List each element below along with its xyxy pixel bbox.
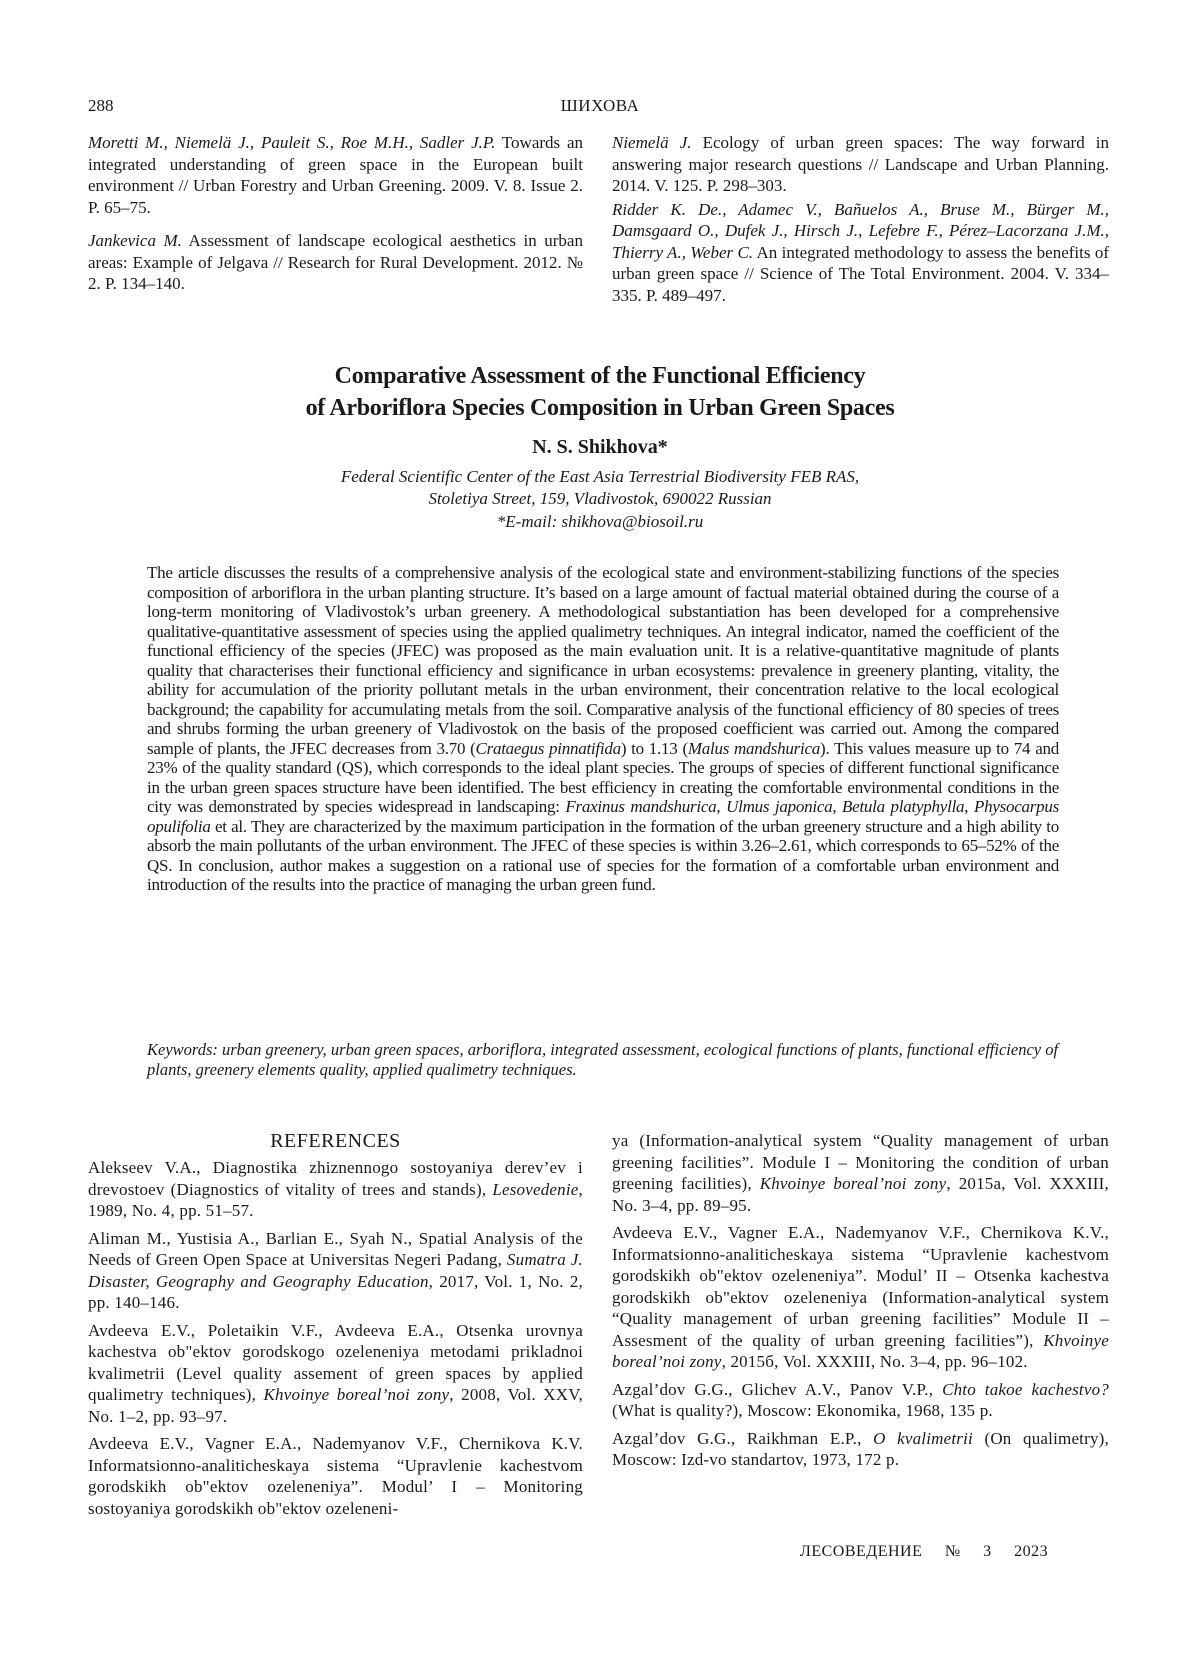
reference-text: An integrated methodology to assess the benefits of urban green space // Science of The Total Environment. 2004. V. 334–335. P. 489–497. [612, 242, 1109, 305]
reference-source: Sumatra J. Disaster, Geography and Geography Education [88, 1250, 583, 1291]
reference-text: Azgal’dov G.G., Raikhman E.P., [612, 1428, 874, 1448]
reference-source: Khvoinye boreal’noi zony [759, 1174, 947, 1193]
author-affiliation [0, 466, 1200, 510]
reference-item [88, 1433, 583, 1519]
reference-authors: Niemelä J. [612, 133, 692, 152]
reference-item [612, 132, 1109, 197]
separator: , [716, 797, 727, 816]
references-heading: REFERENCES [270, 1130, 401, 1152]
reference-text: Avdeeva E.V., Vagner E.A., Nademyanov V.F., Chernikova K.V. Informatsionno-analiticheskaya sistema “Upravlenie kachestvom gorodskikh ob"ektov ozeleneniya”. Modul’ I – Monitoring sostoyaniya gorodskikh ob"ektov ozeleneni- [88, 1434, 583, 1518]
reference-text: Azgal’dov G.G., Glichev A.V., Panov V.P., [612, 1379, 943, 1399]
reference-source: Lesovedenie [492, 1179, 579, 1199]
reference-text: Assessment of landscape ecological aesthetics in urban areas: Example of Jelgava // Research for Rural Development. 2012. № 2. P. 134–140. [88, 231, 583, 293]
article-title-line-2: of Arboriflora Species Composition in Urban Green Spaces [305, 395, 895, 421]
reference-source: Chto takoe kachestvo? [942, 1379, 1109, 1399]
abstract-text: ). This values measure up to 74 and 23% of the quality standard (QS), which corresponds to the ideal plant species. The groups of species of different functional significance in the urban green spaces structure have been identified. The best efficiency in creating the comfortable environmental conditions in the city was demonstrated by species widespread in landscaping: [147, 738, 1059, 816]
reference-authors: Jankevica M. [88, 231, 182, 250]
reference-item [88, 230, 583, 295]
journal-year: 2023 [1014, 1543, 1049, 1560]
reference-item [88, 1228, 583, 1314]
reference-text: , 2017, Vol. 1, No. 2, pp. 140–146. [88, 1271, 583, 1312]
separator: , [832, 797, 843, 816]
reference-text: (On qualimetry), Moscow: Izd-vo standartov, 1973, 172 p. [612, 1428, 1109, 1469]
reference-source: O kvalimetrii [873, 1428, 973, 1448]
reference-item [88, 1157, 583, 1222]
article-title [0, 360, 1200, 424]
keywords: Keywords: urban greenery, urban green spaces, arboriflora, integrated assessment, ecological functions of plants, functional efficiency of plants, greenery elements quality, applied qualimetry techniques. [147, 1040, 1059, 1079]
reference-text: , 1989, No. 4, pp. 51–57. [88, 1179, 583, 1220]
page-number: 288 [88, 96, 114, 115]
reference-authors: Ridder K. De., Adamec V., Bañuelos A., Bruse M., Bürger M., Damsgaard O., Dufek J., Hirsch J., Lefebre F., Pérez–Lacorzana J.M., Thierry A., Weber C. [612, 199, 1109, 262]
reference-text: Alekseev V.A., Diagnostika zhiznennogo sostoyaniya derev’ev i drevostoev (Diagnostics of vitality of trees and stands), [88, 1158, 583, 1199]
affiliation-line-2: Stoletiya Street, 159, Vladivostok, 690022 Russian [428, 489, 772, 508]
reference-authors: Moretti M., Niemelä J., Pauleit S., Roe M.H., Sadler J.P. [88, 133, 496, 152]
reference-text: Aliman M., Yustisia A., Barlian E., Syah N., Spatial Analysis of the Needs of Green Open Space at Universitas Negeri Padang, [88, 1228, 583, 1269]
abstract-text: The article discusses the results of a comprehensive analysis of the ecological state and environment-stabilizing functions of the species composition of arboriflora in the urban planting structure. It’s based on a large amount of factual material obtained during the course of a long-term monitoring of Vladivostok’s urban greenery. A methodological substantiation has been developed for a comprehensive qualitative-quantitative assessment of species using the applied qualimetry techniques. An integral indicator, named the coefficient of the functional efficiency of the species (JFEC) was proposed as the main evaluation unit. It is a relative-quantitative magnitude of plants quality that characterises their functional efficiency and significance in urban ecosystems: prevalence in greenery planting, vitality, the ability for accumulation of the priority pollutant metals in the urban environment, their concentration relative to the local ecological background; the capability for accumulating metals from the soil. Comparative analysis of the functional efficiency of 80 species of trees and shrubs forming the urban greenery of Vladivostok on the basis of the proposed coefficient was carried out. Among the compared sample of plants, the JFEC decreases from 3.70 ( [147, 563, 1059, 758]
reference-item [88, 132, 583, 218]
references-right-column [612, 1130, 1109, 1477]
author-email: *E-mail: shikhova@biosoil.ru [496, 512, 704, 531]
page-footer [800, 1543, 1048, 1561]
reference-text: Towards an integrated understanding of green space in the European built environment // Urban Forestry and Urban Greening. 2009. V. 8. Issue 2. P. 65–75. [88, 133, 583, 217]
reference-text: ya (Information-analytical system “Quality management of urban greening facilities”. Module I – Monitoring the condition of urban greening facilities), [612, 1131, 1109, 1193]
reference-text: (What is quality?), Moscow: Ekonomika, 1968, 135 p. [612, 1401, 993, 1420]
reference-item [612, 1222, 1109, 1373]
species-name: Physocarpus opulifolia [147, 797, 1060, 836]
affiliation-line-1: Federal Scientific Center of the East Asia Terrestrial Biodiversity FEB RAS, [340, 467, 860, 486]
reference-item [612, 1428, 1109, 1471]
top-references-right [612, 132, 1109, 318]
reference-item [612, 1130, 1109, 1216]
species-name: Betula platyphylla [842, 797, 965, 816]
journal-name: ЛЕСОВЕДЕНИЕ [800, 1543, 923, 1560]
reference-text: , 2015б, Vol. XXXIII, No. 3–4, pp. 96–102. [721, 1352, 1028, 1371]
abstract-text: ) to 1.13 ( [620, 738, 688, 758]
reference-item [88, 1320, 583, 1428]
references-left-column [88, 1157, 583, 1525]
species-name: Malus mandshurica [687, 738, 821, 758]
running-head: ШИХОВА [560, 96, 640, 115]
reference-text: Avdeeva E.V., Poletaikin V.F., Avdeeva E.A., Otsenka urovnya kachestva ob"ektov gorodskogo ozeleneniya metodami prikladnoi kvalimetrii (Level quality assement of green spaces by applied qualimetry techniques), [88, 1320, 583, 1404]
journal-issue: № 3 [944, 1543, 992, 1560]
species-name: Crataegus pinnatifida [475, 738, 621, 758]
top-references-left [88, 132, 583, 307]
reference-source: Khvoinye boreal’noi zony [263, 1385, 450, 1404]
reference-text: Ecology of urban green spaces: The way forward in answering major research questions // Landscape and Urban Planning. 2014. V. 125. P. 298–303. [612, 133, 1110, 195]
article-author: N. S. Shikhova* [532, 436, 668, 458]
abstract-text: et al. They are characterized by the maximum participation in the formation of the urban greenery structure and a high ability to absorb the main pollutants of the urban environment. The JFEC of these species is within 3.26–2.61, which corresponds to 65–52% of the QS. In conclusion, author makes a suggestion on a rational use of species for the formation of a comfortable urban environment and introduction of the results into the practice of managing the urban green fund. [147, 816, 1059, 894]
reference-text: Avdeeva E.V., Vagner E.A., Nademyanov V.F., Chernikova K.V., Informatsionno-analiticheskaya sistema “Upravlenie kachestvom gorodskikh ob"ektov ozeleneniya”. Modul’ II – Otsenka kachestva gorodskikh ob"ektov ozeleneniya (Information-analytical system “Quality management of urban greening facilities” Module II – Assesment of the quality of urban greening facilities”), [612, 1223, 1109, 1350]
reference-text: , 2008, Vol. XXV, No. 1–2, pp. 93–97. [88, 1385, 583, 1426]
reference-text: , 2015a, Vol. XXXIII, No. 3–4, pp. 89–95. [612, 1174, 1109, 1215]
article-title-line-1: Comparative Assessment of the Functional Efficiency [334, 363, 866, 389]
species-name: Ulmus japonica [726, 797, 833, 816]
reference-source: Khvoinye boreal’noi zony [612, 1330, 1109, 1371]
separator: , [964, 797, 974, 816]
abstract [147, 563, 1059, 895]
reference-item [612, 1379, 1109, 1422]
species-name: Fraxinus mandshurica [565, 797, 717, 816]
reference-item [612, 199, 1109, 307]
